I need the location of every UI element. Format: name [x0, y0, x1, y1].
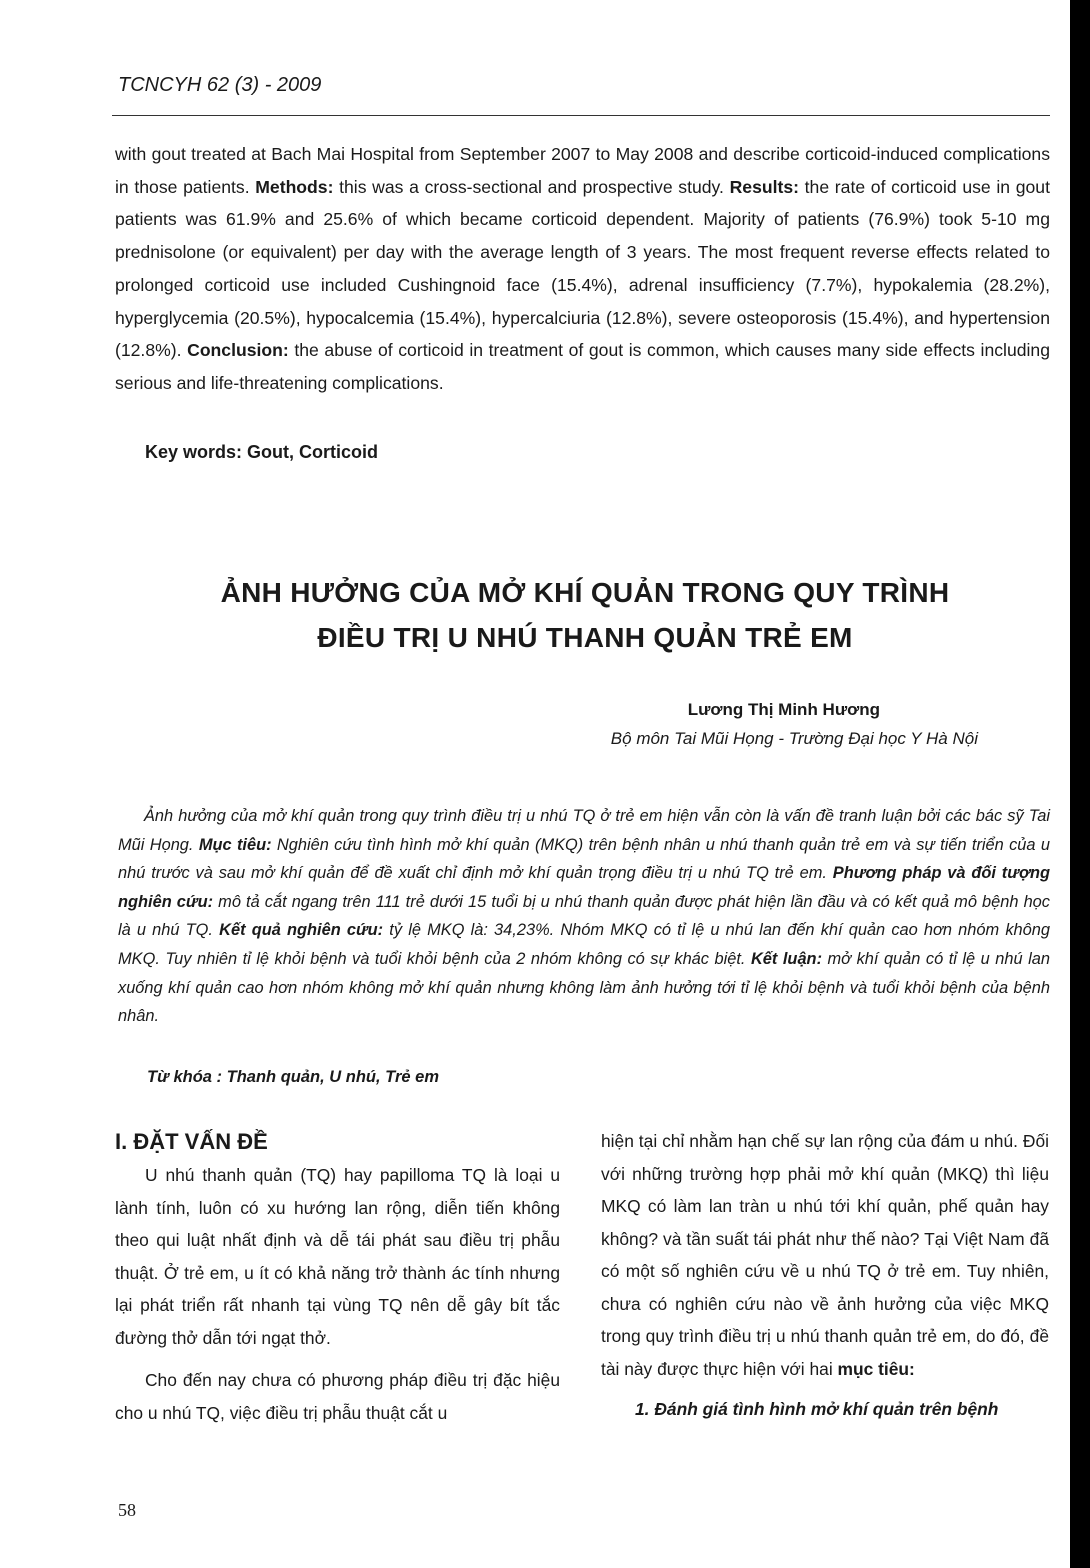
- abstract-text: the rate of corticoid use in gout patients was 61.9% and 25.6% of which became corticoid dependent. Majority of patients (76.9%) took 5-10 mg prednisolone (or equivalent) per day with the average length of 3 years. The most frequent reverse effects related to prolonged corticoid use included Cushingnoid face (15.4%), adrenal insufficiency (7.7%), hypokalemia (28.2%), hyperglycemia (20.5%), hypocalcemia (15.4%), hypercalciuria (12.8%), severe osteoporosis (15.4%), and hypertension (12.8%).: [115, 176, 1050, 361]
- body-paragraph: [601, 1125, 1049, 1385]
- title-line-1: ẢNH HƯỞNG CỦA MỞ KHÍ QUẢN TRONG QUY TRÌNH: [220, 577, 950, 608]
- body-paragraph: U nhú thanh quản (TQ) hay papilloma TQ là loại u lành tính, luôn có xu hướng lan rộng, diễn tiến không theo qui luật nhất định và dễ tái phát sau điều trị phẫu thuật. Ở trẻ em, u ít có khả năng trở thành ác tính nhưng lại phát triển rất nhanh tại vùng TQ nên dễ gây bít tắc đường thở dẫn tới ngạt thở.: [115, 1165, 560, 1348]
- abstract-label: Phương pháp và đối tượng nghiên cứu:: [118, 864, 1050, 911]
- abstract-text: mô tả cắt ngang trên 111 trẻ dưới 15 tuổi bị u nhú thanh quản được phát hiện lần đầu và có kết quả mô bệnh học là u nhú TQ.: [118, 892, 1050, 940]
- title-line-2: ĐIỀU TRỊ U NHÚ THANH QUẢN TRẺ EM: [317, 622, 853, 653]
- abstract-text: mở khí quản có tỉ lệ u nhú lan xuống khí quản cao hơn nhóm không mở khí quản nhưng không làm ảnh hưởng tới tỉ lệ khỏi bệnh và tuổi khỏi bệnh của bệnh nhân.: [118, 949, 1050, 1026]
- page-number: 58: [118, 1500, 136, 1520]
- journal-header: TCNCYH 62 (3) - 2009: [118, 74, 322, 96]
- abstract-label: Mục tiêu:: [198, 835, 272, 854]
- scan-edge: [1070, 0, 1090, 1568]
- article-title: [120, 570, 1050, 660]
- abstract-text: Ảnh hưởng của mở khí quản trong quy trình điều trị u nhú TQ ở trẻ em hiện vẫn còn là vấn đề tranh luận bởi các bác sỹ Tai Mũi Họng.: [118, 807, 1050, 854]
- section-heading: I. ĐẶT VẤN ĐỀ: [115, 1129, 268, 1154]
- header-rule: [112, 115, 1050, 116]
- abstract-text: with gout treated at Bach Mai Hospital from September 2007 to May 2008 and describe corticoid-induced complications in those patients.: [115, 144, 1050, 197]
- abstract-label: Kết luận:: [750, 949, 823, 968]
- abstract-text: Nghiên cứu tình hình mở khí quản (MKQ) trên bệnh nhân u nhú thanh quản trẻ em và sự tiến triển của u nhú trước và sau mở khí quản để đề xuất chỉ định mở khí quản trọng điều trị u nhú TQ trẻ em.: [118, 835, 1050, 883]
- english-keywords: Key words: Gout, Corticoid: [145, 442, 379, 462]
- body-right-column: [601, 1125, 1049, 1426]
- vietnamese-abstract: [118, 802, 1050, 1031]
- abstract-label: Conclusion:: [187, 340, 289, 361]
- abstract-label: Methods:: [255, 176, 334, 197]
- body-text: hiện tại chỉ nhằm hạn chế sự lan rộng của đám u nhú. Đối với những trường hợp phải mở khí quản (MKQ) thì liệu MKQ có làm lan tràn u nhú tới khí quản, phế quản hay không? và tần suất tái phát như thế nào? Tại Việt Nam đã có một số nghiên cứu về u nhú TQ ở trẻ em. Tuy nhiên, chưa có nghiên cứu nào về ảnh hưởng của việc MKQ trong quy trình điều trị u nhú thanh quản trẻ em, do đó, đề tài này được thực hiện với hai: [601, 1131, 1049, 1379]
- affiliation: Bộ môn Tai Mũi Họng - Trường Đại học Y Hà Nội: [610, 729, 978, 748]
- abstract-text: tỷ lệ MKQ là: 34,23%. Nhóm MKQ có tỉ lệ u nhú lan đến khí quản cao hơn nhóm không MKQ. Tuy nhiên tỉ lệ khỏi bệnh và tuổi khỏi bệnh của 2 nhóm không có sự khác biệt.: [118, 921, 1050, 968]
- body-paragraph: Cho đến nay chưa có phương pháp điều trị đặc hiệu cho u nhú TQ, việc điều trị phẫu thuật cắt u: [115, 1370, 560, 1423]
- english-abstract: [115, 138, 1050, 400]
- abstract-text: this was a cross-sectional and prospective study.: [333, 176, 730, 197]
- vietnamese-keywords: Từ khóa : Thanh quản, U nhú, Trẻ em: [147, 1068, 439, 1086]
- body-left-column: [115, 1125, 560, 1429]
- author: Lương Thị Minh Hương: [687, 700, 880, 719]
- abstract-text: the abuse of corticoid in treatment of gout is common, which causes many side effects including serious and life-threatening complications.: [115, 340, 1050, 393]
- abstract-label: Kết quả nghiên cứu:: [219, 921, 384, 940]
- body-bold-text: mục tiêu:: [837, 1358, 915, 1379]
- abstract-label: Results:: [729, 176, 799, 197]
- objective-1: 1. Đánh giá tình hình mở khí quản trên bệnh: [635, 1399, 999, 1419]
